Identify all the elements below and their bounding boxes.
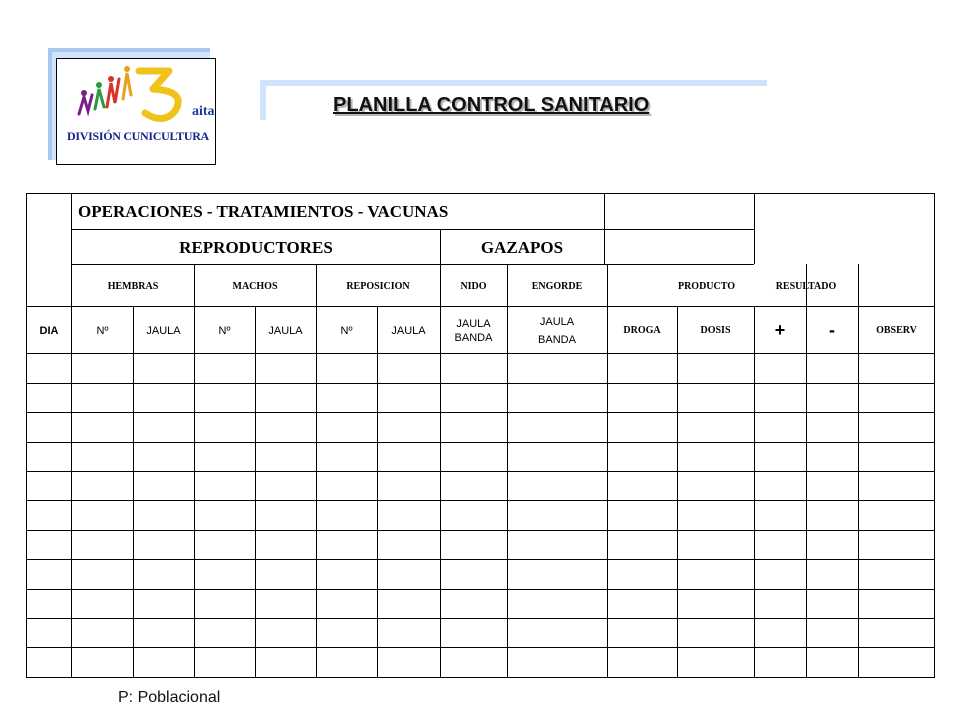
col-jaula-banda-engorde (507, 307, 607, 354)
footnote: P: Poblacional (118, 689, 221, 706)
col-n-reposicion: Nº (340, 324, 353, 337)
header-reposicion: REPOSICION (346, 280, 410, 292)
col-dia: DIA (39, 324, 59, 337)
col-jaula-banda-engorde-line1: JAULA (539, 315, 575, 328)
col-resultado-negativo: - (829, 320, 835, 340)
header-engorde: ENGORDE (531, 280, 583, 292)
col-n-hembras: Nº (96, 324, 109, 337)
logo-subtitle: DIVISIÓN CUNICULTURA (67, 129, 209, 143)
header-gazapos: GAZAPOS (480, 237, 564, 257)
header-resultado: RESULTADO (775, 280, 837, 292)
header-nido: NIDO (460, 280, 487, 292)
header-operaciones: OPERACIONES - TRATAMIENTOS - VACUNAS (78, 202, 449, 221)
col-jaula-banda-nido-line1: JAULA (456, 317, 491, 330)
col-jaula-machos: JAULA (268, 324, 303, 337)
col-jaula-hembras: JAULA (146, 324, 181, 337)
col-dosis: DOSIS (700, 325, 731, 336)
col-jaula-reposicion: JAULA (391, 324, 426, 337)
col-droga: DROGA (623, 325, 661, 336)
col-jaula-banda-engorde-line2: BANDA (538, 333, 576, 346)
header-machos: MACHOS (232, 280, 278, 292)
logo-word: aita (192, 104, 215, 119)
page-title: PLANILLA CONTROL SANITARIO (333, 94, 650, 116)
header-hembras: HEMBRAS (107, 280, 159, 292)
col-observ: OBSERV (876, 325, 917, 336)
header-producto: PRODUCTO (677, 280, 736, 292)
col-resultado-positivo: + (774, 320, 786, 340)
col-jaula-banda-nido-line2: BANDA (454, 331, 493, 344)
col-n-machos: Nº (218, 324, 231, 337)
col-jaula-banda-nido (440, 307, 507, 354)
header-reproductores: REPRODUCTORES (179, 237, 333, 257)
